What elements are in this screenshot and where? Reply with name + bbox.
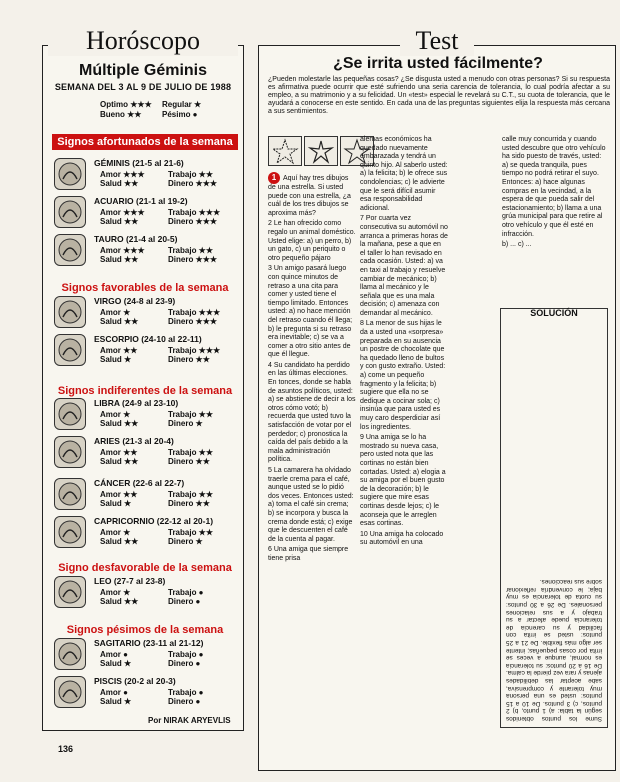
horoscope-dates: SEMANA DEL 3 AL 9 DE JULIO DE 1988 [54, 82, 232, 92]
section-indiferentes: Signos indiferentes de la semana [57, 385, 233, 397]
rating-trabajo: Trabajo ★★★ [168, 208, 221, 217]
sign-name: VIRGO (24-8 al 23-9) [94, 296, 176, 306]
rating-amor: Amor ★ [100, 528, 131, 537]
zodiac-sign-8 [54, 516, 240, 550]
star-drawing-a-icon [268, 136, 302, 166]
rating-salud: Salud ★ [100, 499, 132, 508]
zodiac-sign-1 [54, 196, 240, 230]
zodiac-illustration-icon [54, 296, 86, 328]
rating-amor: Amor ★★ [100, 490, 138, 499]
horoscope-author: Por NIRAK ARYEVLIS [148, 716, 231, 725]
zodiac-illustration-icon [54, 334, 86, 366]
sign-ratings [100, 308, 236, 326]
zodiac-sign-11 [54, 676, 240, 710]
zodiac-sign-9 [54, 576, 240, 610]
sign-name: ACUARIO (21-1 al 19-2) [94, 196, 188, 206]
test-title: Test [400, 26, 474, 56]
section-favorables: Signos favorables de la semana [61, 282, 229, 294]
rating-trabajo: Trabajo ★★ [168, 490, 214, 499]
sign-name: ESCORPIO (24-10 al 22-11) [94, 334, 202, 344]
zodiac-illustration-icon [54, 398, 86, 430]
question-10: 10 Una amiga ha colocado su automóvil en una [360, 530, 444, 547]
rating-amor: Amor ● [100, 650, 128, 659]
sign-name: ARIES (21-3 al 20-4) [94, 436, 174, 446]
horoscope-title: Horóscopo [48, 26, 238, 56]
rating-dinero: Dinero ★★★ [168, 217, 218, 226]
zodiac-sign-4 [54, 334, 240, 368]
rating-salud: Salud ★★ [100, 217, 139, 226]
horoscope-subtitle: Múltiple Géminis [78, 62, 207, 79]
sign-ratings [100, 588, 236, 606]
rating-trabajo: Trabajo ★★ [168, 410, 214, 419]
solution-text-upside-down: Sume los puntos obtenidos según la tabla: a) 1 punto, b) 2 puntos, c) 3 puntos. De 10 a 15 puntos: usted es una persona muy tolerante y comprensiva, sabe aceptar las debilidades ajenas y rara vez pierde la calma. De 16 a 20 puntos: su tolerancia es normal, aunque a veces se irrita por cosas pequeñas; intente ser algo más flexible. De 21 a 25 puntos: usted se irrita con facilidad y su carencia de tolerancia puede afectar a su trabajo y a sus relaciones personales. De 26 a 30 puntos: su cuota de tolerancia es muy baja; le convendría reflexionar sobre sus reacciones. [506, 578, 602, 722]
rating-salud: Salud ★★ [100, 597, 139, 606]
rating-dinero: Dinero ★★★ [168, 255, 218, 264]
question-5: 5 La camarera ha olvidado traerle crema para el café, aunque usted se lo pidió dos veces. Entonces usted: a) toma el café sin crema; b) se incorpora y busca la crema donde está; c) exige que le descuenten el café de la cuenta al pagar. [268, 467, 354, 543]
rating-salud: Salud ★★ [100, 317, 139, 326]
rating-dinero: Dinero ★★ [168, 499, 210, 508]
rating-amor: Amor ★★ [100, 448, 138, 457]
rating-trabajo: Trabajo ★★★ [168, 346, 221, 355]
zodiac-illustration-icon [54, 516, 86, 548]
sign-name: GÉMINIS (21-5 al 21-6) [94, 158, 184, 168]
rating-salud: Salud ★★ [100, 457, 139, 466]
question-1: 1 Aquí hay tres dibujos de una estrella. Si usted puede con una estrella, ¿a cuál de los tres dibujos se aproxima más? [268, 173, 351, 217]
sign-ratings [100, 246, 236, 264]
zodiac-illustration-icon [54, 638, 86, 670]
legend-optimo: Optimo ★★★ [100, 100, 152, 109]
rating-dinero: Dinero ★ [168, 419, 203, 428]
rating-salud: Salud ★ [100, 697, 132, 706]
question-9: 9 Una amiga se lo ha mostrado su nueva casa, pero usted nota que las cortinas no están bien cortadas. Usted: a) elogia a su amiga por el buen gusto de la decoración; b) le sugiere que mire esas cortinas desde lejos; c) le aconseja que le arreglen esas cortinas. [360, 434, 446, 528]
sign-name: PISCIS (20-2 al 20-3) [94, 676, 176, 686]
rating-trabajo: Trabajo ● [168, 588, 204, 597]
rating-trabajo: Trabajo ★★ [168, 528, 214, 537]
page-number: 136 [58, 744, 74, 754]
sign-name: CÁNCER (22-6 al 22-7) [94, 478, 185, 488]
rating-amor: Amor ★★ [100, 346, 138, 355]
question-10-answers: b) ... c) ... [502, 241, 532, 249]
test-column-3 [502, 136, 606, 252]
rating-trabajo: Trabajo ● [168, 688, 204, 697]
question-6-cont: alemas económicos ha quedado nuevamente embarazada y tendrá un quinto hijo. Al saberlo usted: a) la felicita; b) le ofrece sus condolencias; c) le advierte que le será difícil asumir esa responsabilidad adicional. [360, 136, 448, 212]
rating-salud: Salud ★★ [100, 419, 139, 428]
question-10-cont: calle muy concurrida y cuando usted descubre que otro vehículo ha sido puesto de través, usted: a) se queda tranquila, pues tiempo no podrá retirar el suyo. Entonces: a) hace algunas compras en la vecindad, a la espera de que pueda salir del estacionamiento; b) llama a una grúa municipal para que retire al otro vehículo y que él esté en infracción. [502, 136, 606, 238]
sign-ratings [100, 688, 236, 706]
rating-salud: Salud ★ [100, 355, 132, 364]
rating-salud: Salud ★★ [100, 255, 139, 264]
sign-name: LEO (27-7 al 23-8) [94, 576, 166, 586]
sign-ratings [100, 410, 236, 428]
test-intro: ¿Pueden molestarle las pequeñas cosas? ¿Se disgusta usted a menudo con otras personas? Si su respuesta es afirmativa puede ocurrir que esté sufriendo una seria carencia de tolerancia, lo cual podría afectar a su empleo, a su matrimonio y a su felicidad. Un «test» especial le revelará su C.T., su cuota de tolerancia, que le ayudará a conocerse en este sentido. En cada una de las preguntas siguientes elija la respuesta más cercana a sus sentimientos. [268, 76, 610, 115]
zodiac-illustration-icon [54, 576, 86, 608]
rating-amor: Amor ★★★ [100, 170, 145, 179]
zodiac-illustration-icon [54, 196, 86, 228]
zodiac-sign-3 [54, 296, 240, 330]
legend-pesimo: Pésimo ● [162, 110, 198, 119]
rating-dinero: Dinero ★★ [168, 355, 210, 364]
sign-name: SAGITARIO (23-11 al 21-12) [94, 638, 204, 648]
question-6: 6 Una amiga que siempre tiene prisa [268, 546, 349, 562]
rating-dinero: Dinero ★ [168, 537, 203, 546]
sign-ratings [100, 650, 236, 668]
rating-dinero: Dinero ● [168, 697, 201, 706]
rating-trabajo: Trabajo ★★★ [168, 308, 221, 317]
zodiac-sign-0 [54, 158, 240, 192]
sign-ratings [100, 490, 236, 508]
rating-dinero: Dinero ★★★ [168, 317, 218, 326]
zodiac-sign-2 [54, 234, 240, 268]
section-desfavorable: Signo desfavorable de la semana [58, 562, 232, 574]
rating-trabajo: Trabajo ● [168, 650, 204, 659]
zodiac-illustration-icon [54, 234, 86, 266]
section-afortunados: Signos afortunados de la semana [52, 134, 238, 150]
sign-ratings [100, 208, 236, 226]
horoscope-legend [100, 100, 224, 120]
sign-ratings [100, 170, 236, 188]
zodiac-illustration-icon [54, 436, 86, 468]
question-8: 8 La menor de sus hijas le da a usted una «sorpresa» preparada en su ausencia un postre de chocolate que ha quedado lleno de bultos y con gusto extraño. Usted: a) come un pequeño fragmento y la felicita; b) sugiere que ella no se dedique a cocinar sola; c) insinúa que para usted es muy caro desperdiciar así los ingredientes. [360, 320, 446, 431]
sign-ratings [100, 346, 236, 364]
question-number-1: 1 [268, 172, 280, 184]
legend-bueno: Bueno ★★ [100, 110, 142, 119]
sign-ratings [100, 528, 236, 546]
rating-dinero: Dinero ● [168, 659, 201, 668]
rating-salud: Salud ★★ [100, 537, 139, 546]
section-pesimos: Signos pésimos de la semana [66, 624, 224, 636]
zodiac-illustration-icon [54, 158, 86, 190]
sign-ratings [100, 448, 236, 466]
sign-name: CAPRICORNIO (22-12 al 20-1) [94, 516, 214, 526]
zodiac-sign-5 [54, 398, 240, 432]
rating-amor: Amor ★★★ [100, 208, 145, 217]
rating-dinero: Dinero ● [168, 597, 201, 606]
zodiac-sign-10 [54, 638, 240, 672]
rating-amor: Amor ★★★ [100, 246, 145, 255]
rating-amor: Amor ● [100, 688, 128, 697]
test-column-2 [360, 136, 448, 550]
rating-salud: Salud ★ [100, 659, 132, 668]
question-7: 7 Por cuarta vez consecutiva su automóvil no arranca a primeras horas de la mañana, pese a que en el taller lo han revisado en cada ocasión. Usted: a) va en taxi al trabajo y resuelve cambiar de mecánico; b) llama al mecánico y le señala que es una mala decisión; c) amenaza con demandar al mecánico. [360, 215, 448, 317]
test-question: ¿Se irrita usted fácilmente? [333, 55, 543, 72]
zodiac-sign-6 [54, 436, 240, 470]
zodiac-illustration-icon [54, 676, 86, 708]
sign-name: TAURO (21-4 al 20-5) [94, 234, 178, 244]
test-column-1 [268, 172, 356, 566]
rating-salud: Salud ★★ [100, 179, 139, 188]
rating-amor: Amor ★ [100, 308, 131, 317]
rating-trabajo: Trabajo ★★ [168, 170, 214, 179]
rating-amor: Amor ★ [100, 588, 131, 597]
question-3: 3 Un amigo pasará luego con quince minutos de retraso a una cita para comer y usted tiene el tiempo limitado. Entonces usted: a) no hace mención del retraso cuando él llega; b) le pregunta si su retraso era inevitable; c) se va a comer a otro sitio antes de que él llegue. [268, 265, 353, 359]
zodiac-illustration-icon [54, 478, 86, 510]
rating-dinero: Dinero ★★ [168, 457, 210, 466]
question-2: 2 Le han ofrecido como regalo un animal doméstico. Usted elige: a) un perro, b) un gato, c) un periquito o otro pequeño pájaro [268, 220, 356, 262]
zodiac-sign-7 [54, 478, 240, 512]
sign-name: LIBRA (24-9 al 23-10) [94, 398, 179, 408]
rating-amor: Amor ★ [100, 410, 131, 419]
legend-regular: Regular ★ [162, 100, 202, 109]
question-4: 4 Su candidato ha perdido en las últimas elecciones. En tonces, donde se habla de asuntos políticos, usted: a) se abstiene de decir a los otros cómo votó; b) recuerda que usted tuvo la satisfacción de votar por el perdedor; c) pronostica la caída del país debido a la mala administración política. [268, 361, 356, 464]
star-drawing-b-icon [304, 136, 338, 166]
rating-trabajo: Trabajo ★★ [168, 448, 214, 457]
rating-trabajo: Trabajo ★★ [168, 246, 214, 255]
rating-dinero: Dinero ★★★ [168, 179, 218, 188]
solution-title: SOLUCIÓN [530, 308, 578, 318]
